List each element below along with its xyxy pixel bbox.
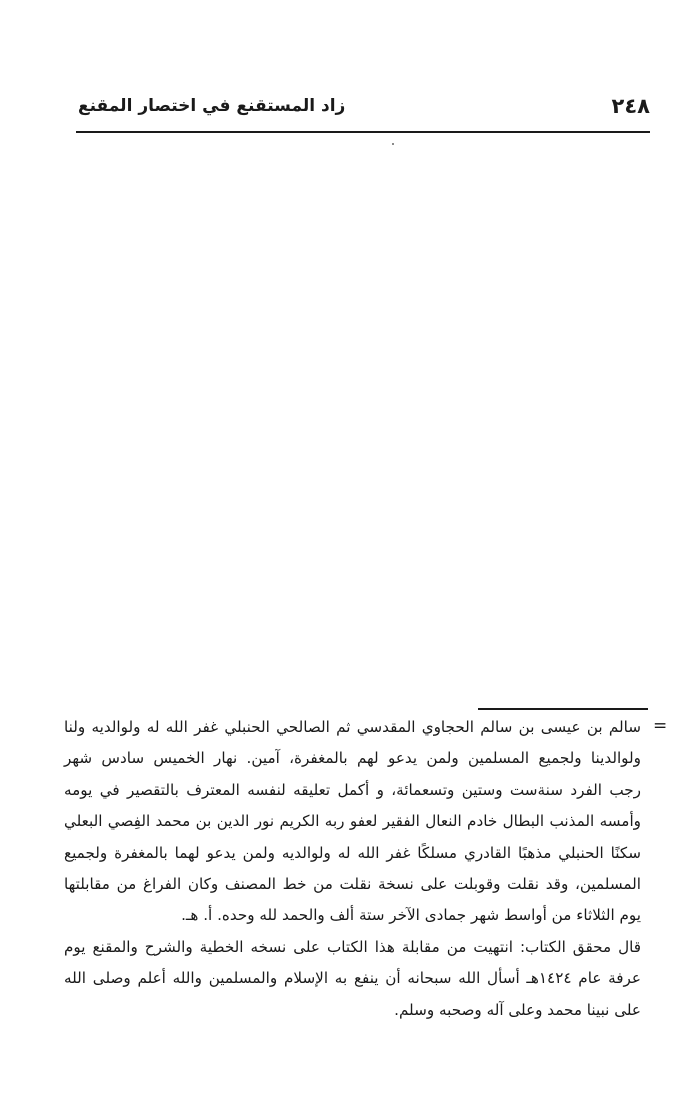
page-number: ٢٤٨ [611,94,650,118]
footnote-paragraph-editor-note [64,932,641,1026]
footnote-line: المسلمين، وقد نقلت وقوبلت على نسخة نقلت من خط المصنف وكان الفراغ من مقابلتها [64,874,641,893]
footnote-block [64,712,641,1026]
footnote-line: عرفة عام ١٤٢٤هـ أسأل الله سبحانه أن ينفع به الإسلام والمسلمين والله أعلم وصلى الله [64,969,641,988]
scan-speck [392,143,394,145]
footnote-line: قال محقق الكتاب: انتهيت من مقابلة هذا الكتاب على نسخه الخطية والشرح والمقنع يوم [64,937,641,956]
footnote-line: على نبينا محمد وعلى آله وصحبه وسلم. [394,1000,641,1019]
footnote-continuation-mark: = [653,716,668,736]
footnote-line: رجب الفرد سنةست وستين وتسعمائة، و أكمل تعليقه لنفسه المعترف بالتقصير في يومه [64,780,641,799]
footnote-line: سكنًا الحنبلي مذهبًا القادري مسلكًا غفر الله له ولوالديه ولمن يدعو لهما بالمغفرة ولجميع [64,843,641,862]
running-title: زاد المستقنع في اختصار المقنع [78,96,346,116]
page-header [78,92,650,132]
header-rule [76,131,650,133]
footnote-line: يوم الثلاثاء من أواسط شهر جمادى الآخر ستة ألف والحمد لله وحده. أ. هـ. [181,906,641,925]
footnote-separator [478,708,648,710]
footnote-line: ولوالدينا ولجميع المسلمين ولمن يدعو لهم بالمغفرة، آمين. نهار الخميس سادس شهر [64,749,641,768]
footnote-paragraph-colophon [64,712,641,932]
footnote-line: سالم بن عيسى بن سالم الحجاوي المقدسي ثم الصالحي الحنبلي غفر الله له ولوالديه ولنا [64,718,641,736]
footnote-line: وأمسه المذنب البطال خادم النعال الفقير لعفو ربه الكريم نور الدين بن محمد الفِصي البعلي [64,812,641,831]
